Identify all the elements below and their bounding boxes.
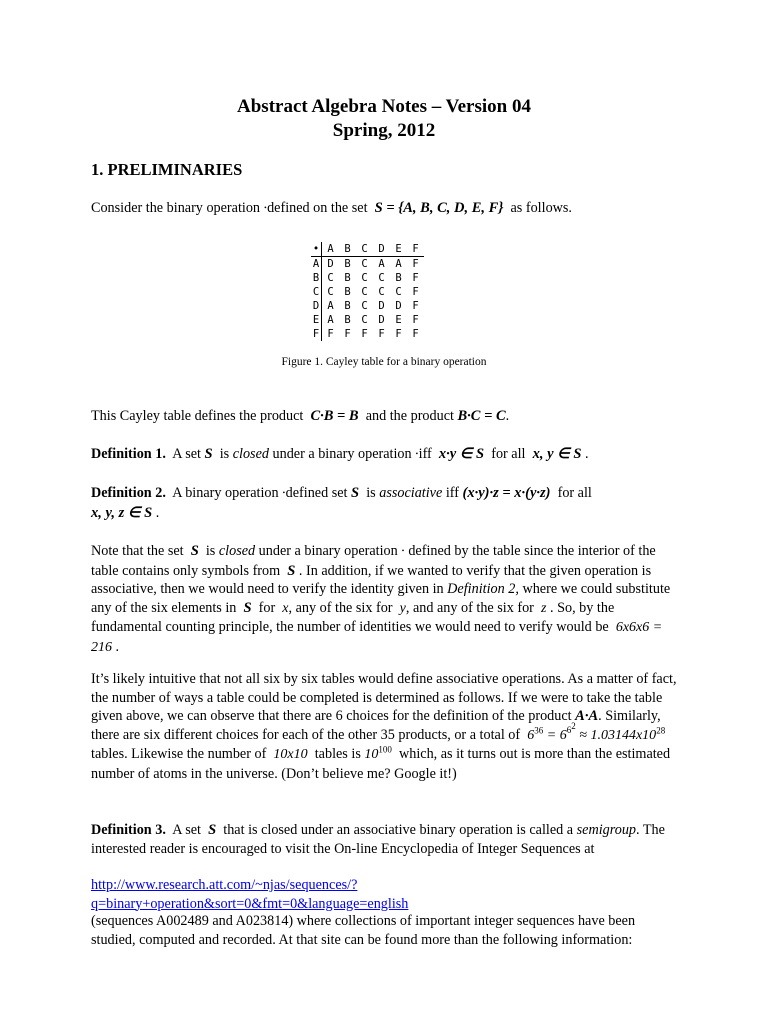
cayley-column-header: F bbox=[407, 242, 424, 257]
oeis-link-line1[interactable]: http://www.research.att.com/~njas/sequences/? bbox=[91, 877, 358, 893]
cayley-cell: C bbox=[327, 286, 334, 298]
cayley-cell: F bbox=[378, 328, 385, 340]
cayley-row bbox=[311, 257, 424, 272]
cayley-row-header: F bbox=[311, 327, 322, 341]
definition-2: Definition 2. A binary operation ∙defined set S is associative iff (x∙y)∙z = x∙(y∙z) for all x, y, z ∈ S . bbox=[91, 485, 592, 521]
cayley-cell: C bbox=[395, 286, 402, 298]
cayley-cell: A bbox=[327, 300, 334, 312]
oeis-link-line2[interactable]: q=binary+operation&sort=0&fmt=0&language=english bbox=[91, 895, 409, 912]
cayley-cell: D bbox=[378, 314, 385, 326]
cayley-cell: F bbox=[412, 286, 419, 298]
closing-paragraph: (sequences A002489 and A023814) where collections of important integer sequences have been studied, computed and recorded. At that site can be found more than the following information: bbox=[91, 913, 636, 948]
cayley-cell: F bbox=[412, 314, 419, 326]
intro-paragraph: Consider the binary operation ∙defined on the set S = {A, B, C, D, E, F} as follows. bbox=[91, 200, 572, 216]
cayley-cell: B bbox=[344, 258, 351, 270]
cayley-cell: B bbox=[344, 314, 351, 326]
cayley-cell: F bbox=[344, 328, 351, 340]
oeis-link[interactable] bbox=[91, 876, 681, 913]
cayley-cell: D bbox=[327, 258, 334, 270]
cayley-cell: F bbox=[412, 258, 419, 270]
note-paragraph: Note that the set S is closed under a binary operation ∙ defined by the table since the interior of the table contains only symbols from S . In addition, if we wanted to verify that the given operation is associative, then we would need to verify the identity given in Definition 2, where we could substitute any of the six elements in S for x, any of the six for y, and any of the six for z . So, by the fundamental counting principle, the number of identities we would need to verify would be 6x6x6 = 216 . bbox=[91, 543, 671, 655]
cayley-cell: B bbox=[344, 272, 351, 284]
products-paragraph: This Cayley table defines the product C∙B = B and the product B∙C = C. bbox=[91, 408, 510, 424]
cayley-row bbox=[311, 299, 424, 313]
cayley-header-row bbox=[311, 242, 424, 257]
cayley-corner: • bbox=[311, 242, 322, 257]
cayley-column-header: E bbox=[390, 242, 407, 257]
cayley-cell: C bbox=[361, 272, 368, 284]
cayley-cell: C bbox=[361, 258, 368, 270]
cayley-row-header: B bbox=[311, 271, 322, 285]
document-subtitle: Spring, 2012 bbox=[332, 120, 436, 141]
cayley-cell: B bbox=[344, 300, 351, 312]
cayley-column-header: D bbox=[373, 242, 390, 257]
cayley-cell: C bbox=[361, 300, 368, 312]
cayley-cell: B bbox=[395, 272, 402, 284]
cayley-column-header: B bbox=[339, 242, 356, 257]
cayley-column-header: C bbox=[356, 242, 373, 257]
cayley-cell: C bbox=[378, 272, 385, 284]
intuitive-paragraph: It’s likely intuitive that not all six by six tables would define associative operations. As a matter of fact, the number of ways a table could be completed is determined as follows. If we were to take the table given above, we can observe that there are 6 choices for the definition of the product A∙A. Similarly, there are six different choices for each of the other 35 products, or a total of $6^{36} = 6^{6^2} \approx 1.03144x10^{28}$ tables. Likewise the number of 10x10 tables is $10^{100}$ which, as it turns out is more than the estimated number of atoms in the universe. (Don’t believe me? Google it!) bbox=[91, 671, 677, 782]
cayley-cell: B bbox=[344, 286, 351, 298]
cayley-cell: A bbox=[378, 258, 385, 270]
cayley-cell: E bbox=[395, 314, 402, 326]
cayley-cell: F bbox=[361, 328, 368, 340]
cayley-cell: F bbox=[412, 272, 419, 284]
cayley-cell: C bbox=[378, 286, 385, 298]
cayley-cell: F bbox=[395, 328, 402, 340]
cayley-column-header: A bbox=[322, 242, 340, 257]
definition-1: Definition 1. A set S is closed under a binary operation ∙iff x∙y ∈ S for all x, y ∈ S . bbox=[91, 446, 589, 462]
cayley-cell: D bbox=[378, 300, 385, 312]
cayley-row bbox=[311, 285, 424, 299]
definition-3: Definition 3. A set S that is closed under an associative binary operation is called a semigroup. The interested reader is encouraged to visit the On-line Encyclopedia of Integer Sequences at bbox=[91, 822, 665, 857]
cayley-cell: F bbox=[412, 300, 419, 312]
cayley-row-header: A bbox=[311, 257, 322, 272]
cayley-row-header: E bbox=[311, 313, 322, 327]
cayley-cell: C bbox=[361, 286, 368, 298]
cayley-cell: A bbox=[327, 314, 334, 326]
cayley-cell: A bbox=[395, 258, 402, 270]
cayley-cell: D bbox=[395, 300, 402, 312]
cayley-row-header: C bbox=[311, 285, 322, 299]
document-title: Abstract Algebra Notes – Version 04 bbox=[237, 96, 531, 117]
cayley-table bbox=[311, 242, 424, 341]
cayley-cell: F bbox=[327, 328, 334, 340]
cayley-row bbox=[311, 327, 424, 341]
cayley-row-header: D bbox=[311, 299, 322, 313]
cayley-cell: F bbox=[412, 328, 419, 340]
figure-caption: Figure 1. Cayley table for a binary operation bbox=[281, 356, 487, 368]
cayley-cell: C bbox=[327, 272, 334, 284]
cayley-cell: C bbox=[361, 314, 368, 326]
cayley-row bbox=[311, 271, 424, 285]
cayley-row bbox=[311, 313, 424, 327]
section-heading: 1. PRELIMINARIES bbox=[91, 160, 243, 179]
